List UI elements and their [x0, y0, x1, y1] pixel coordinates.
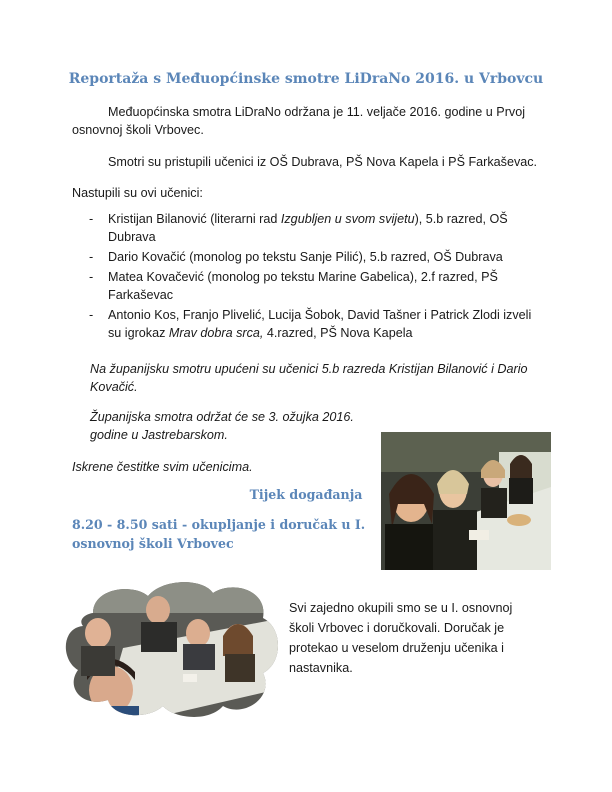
teachers-photo	[381, 432, 551, 570]
participants-list	[72, 210, 540, 344]
dash-bullet: -	[89, 308, 94, 322]
county-selection-note: Na županijsku smotru upućeni su učenici 5.b razreda Kristijan Bilanović i Dario Kovačić.	[90, 362, 528, 394]
page-title: Reportaža s Međuopćinske smotre LiDraNo 2016. u Vrbovcu	[68, 71, 544, 87]
students-breakfast-photo	[63, 578, 283, 718]
list-item: - Matea Kovačević (monolog po tekstu Marine Gabelica), 2.f razred, PŠ Farkaševac	[89, 270, 498, 302]
breakfast-paragraph: Svi zajedno okupili smo se u I. osnovnoj školi Vrbovec i doručkovali. Doručak je protekao u veselom druženju učenika i nastavnika.	[289, 601, 513, 675]
schools-paragraph: Smotri su pristupili učenici iz OŠ Dubrava, PŠ Nova Kapela i PŠ Farkaševac.	[108, 155, 538, 169]
list-item: - Kristijan Bilanović (literarni rad Izgubljen u svom svijetu), 5.b razred, OŠ Dubrava	[89, 212, 508, 244]
section-heading: Tijek događanja	[249, 487, 363, 502]
dash-bullet: -	[89, 270, 94, 284]
county-date-line-2: godine u Jastrebarskom.	[90, 428, 228, 442]
dash-bullet: -	[89, 250, 94, 264]
participants-heading: Nastupili su ovi učenici:	[72, 186, 203, 200]
intro-paragraph: Međuopćinska smotra LiDraNo održana je 11. veljače 2016. godine u Prvoj osnovnoj školi Vrbovec.	[72, 105, 525, 137]
list-item: - Dario Kovačić (monolog po tekstu Sanje Pilić), 5.b razred, OŠ Dubrava	[89, 250, 503, 264]
dash-bullet: -	[89, 212, 94, 226]
congratulations: Iskrene čestitke svim učenicima.	[72, 460, 253, 474]
schedule-item-time: 8.20 - 8.50 sati - okupljanje i doručak u I. osnovnoj školi Vrbovec	[72, 517, 366, 551]
list-item: - Antonio Kos, Franjo Plivelić, Lucija Šobok, David Tašner i Patrick Zlodi izveli su igrokaz Mrav dobra srca, 4.razred, PŠ Nova Kapela	[89, 308, 532, 340]
county-date-line-1: Županijska smotra održat će se 3. ožujka 2016.	[90, 410, 354, 424]
